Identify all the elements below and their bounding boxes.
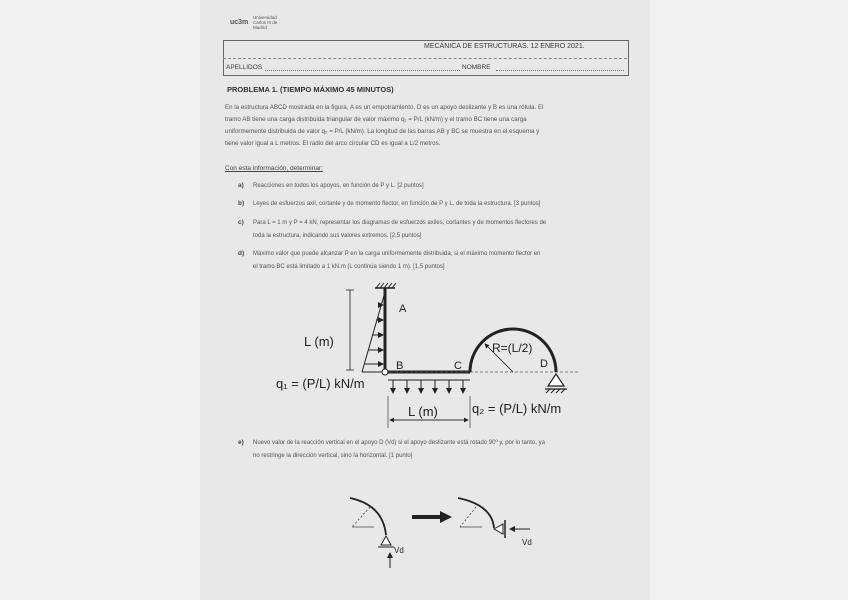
exam-sheet bbox=[200, 0, 650, 600]
transform-arrow bbox=[412, 511, 452, 523]
roller-support-d bbox=[545, 374, 567, 393]
logo-mark: uc3m bbox=[230, 19, 249, 27]
item-d-text-2: el tramo BC está limitado a 1 kN.m (L continúa siendo 1 m). [1,5 puntos] bbox=[253, 264, 445, 270]
item-d-letter: d) bbox=[238, 250, 245, 257]
figure-e-right bbox=[458, 498, 530, 538]
label-l-vertical: L (m) bbox=[304, 334, 334, 349]
label-a: A bbox=[399, 303, 407, 315]
label-q2: q₂ = (P/L) kN/m bbox=[472, 401, 562, 416]
figure-e-left bbox=[350, 498, 394, 568]
uniform-load-q2 bbox=[388, 380, 470, 393]
problem-title: PROBLEMA 1. (TIEMPO MÁXIMO 45 MINUTOS) bbox=[227, 85, 394, 94]
label-c: C bbox=[454, 360, 462, 372]
label-q1: q₁ = (P/L) kN/m bbox=[276, 376, 365, 391]
item-c-text-1: Para L = 1 m y P = 4 kN, representar los diagramas de esfuerzos axiles, cortantes y de momentos flectores de bbox=[253, 220, 547, 226]
item-d-text-1: Máximo valor que puede alcanzar P en la carga uniformemente distribuida, si el máximo momento flector en bbox=[253, 251, 541, 257]
item-e-letter: e) bbox=[238, 439, 244, 446]
intro-line-4: tiene valor igual a L metros. El radio del arco circular CD es igual a L/2 metros. bbox=[225, 140, 441, 147]
label-b: B bbox=[396, 360, 404, 372]
triangular-load-q1 bbox=[362, 292, 385, 372]
item-b-text: Leyes de esfuerzos axil, cortante y de momento flector, en función de P y L, de toda la estructura. [3 puntos] bbox=[253, 201, 541, 207]
nombre-label: NOMBRE bbox=[462, 64, 491, 71]
questions-heading: Con esta información, determinar: bbox=[225, 165, 323, 172]
label-vd-left: Vd bbox=[394, 546, 404, 555]
item-a-text: Reacciones en todos los apoyos, en función de P y L. [2 puntos] bbox=[253, 183, 424, 189]
intro-line-2: tramo AB tiene una carga distribuida triangular de valor máximo q₁ = P/L (kN/m) y el tramo BC tiene una carga bbox=[225, 116, 527, 123]
apellidos-label: APELLIDOS bbox=[226, 64, 263, 71]
item-c-letter: c) bbox=[238, 219, 244, 226]
label-l-horizontal: L (m) bbox=[408, 404, 438, 419]
structure-diagram bbox=[200, 0, 650, 600]
label-d: D bbox=[540, 358, 548, 370]
hinge-b bbox=[382, 369, 388, 375]
intro-line-3: uniformemente distribuida de valor q₂ = P/L (kN/m). La longitud de las barras AB y BC se muestra en el esquema y bbox=[225, 128, 540, 135]
fixed-support-hatch bbox=[375, 283, 396, 288]
item-e-text-2: no restringe la dirección vertical, sino la horizontal. [1 punto] bbox=[253, 453, 413, 459]
logo-text: Universidad Carlos III de Madrid bbox=[252, 15, 278, 30]
item-b-letter: b) bbox=[238, 200, 245, 207]
item-c-text-2: toda la estructura, indicando sus valores extremos. [2,5 puntos] bbox=[253, 233, 422, 239]
intro-line-1: En la estructura ABCD mostrada en la figura, A es un empotramiento, D es un apoyo deslizante y B es una rótula. El bbox=[225, 104, 544, 111]
item-a-letter: a) bbox=[238, 182, 244, 189]
exam-title: MECÁNICA DE ESTRUCTURAS. 12 ENERO 2021. bbox=[424, 43, 585, 50]
label-vd-right: Vd bbox=[522, 538, 532, 547]
label-radius: R=(L/2) bbox=[492, 341, 533, 355]
item-e-text-1: Nuevo valor de la reacción vertical en el apoyo D (Vd) si el apoyo deslizante está rotado 90º y, por lo tanto, ya bbox=[253, 440, 545, 446]
